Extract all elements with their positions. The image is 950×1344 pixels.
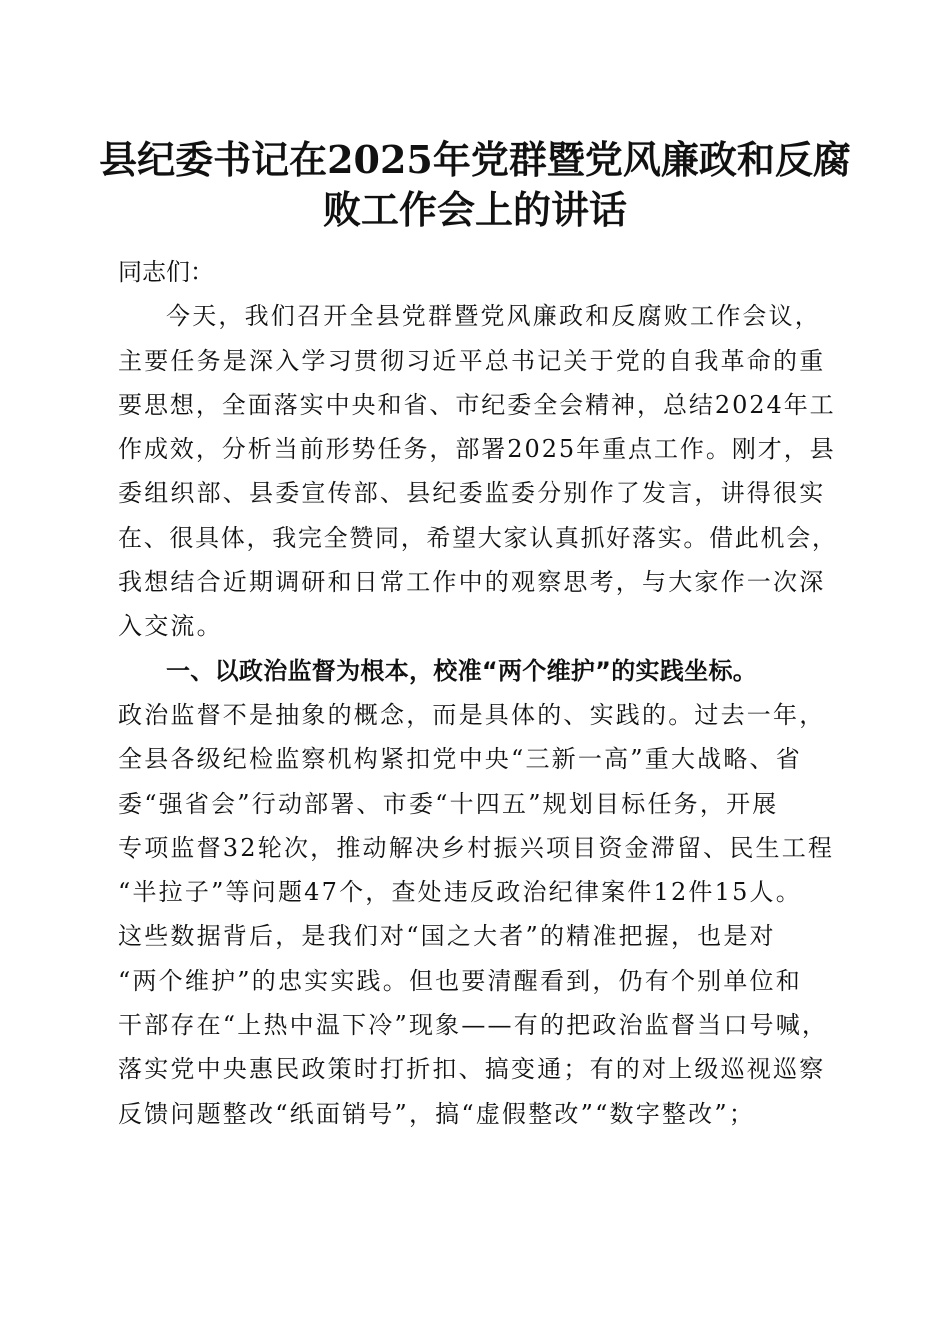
paragraph-line: 反馈问题整改“纸面销号”，搞“虚假整改”“数字整改”；	[118, 1099, 756, 1128]
paragraph-line: 入交流。	[118, 612, 223, 641]
paragraph-line: 专项监督32轮次，推动解决乡村振兴项目资金滞留、民生工程	[118, 833, 835, 862]
paragraph-line: 主要任务是深入学习贯彻习近平总书记关于党的自我革命的重	[118, 346, 826, 375]
paragraph-line: 政治监督不是抽象的概念，而是具体的、实践的。过去一年，	[118, 700, 826, 729]
paragraph-line: 今天，我们召开全县党群暨党风廉政和反腐败工作会议，	[166, 302, 821, 331]
paragraph-line: “两个维护”的忠实实践。但也要清醒看到，仍有个别单位和	[118, 966, 802, 995]
document-title	[60, 135, 890, 235]
title-line-1: 县纪委书记在2025年党群暨党风廉政和反腐	[99, 137, 851, 182]
paragraph-section-1	[118, 693, 838, 1136]
paragraph-line: 落实党中央惠民政策时打折扣、搞变通；有的对上级巡视巡察	[118, 1055, 826, 1084]
paragraph-line: “半拉子”等问题47个，查处违反政治纪律案件12件15人。	[118, 878, 802, 907]
paragraph-line: 作成效，分析当前形势任务，部署2025年重点工作。刚才，县	[118, 435, 836, 464]
title-line-2: 败工作会上的讲话	[322, 187, 627, 232]
paragraph-line: 委组织部、县委宣传部、县纪委监委分别作了发言，讲得很实	[118, 479, 826, 508]
paragraph-intro	[118, 294, 838, 648]
paragraph-line: 我想结合近期调研和日常工作中的观察思考，与大家作一次深	[118, 568, 826, 597]
document-body	[118, 250, 838, 1136]
paragraph-line: 这些数据背后，是我们对“国之大者”的精准把握，也是对	[118, 922, 776, 951]
paragraph-line: 干部存在“上热中温下冷”现象——有的把政治监督当口号喊，	[118, 1011, 829, 1040]
paragraph-line: 要思想，全面落实中央和省、市纪委全会精神，总结2024年工	[118, 390, 836, 419]
section-heading: 一、以政治监督为根本，校准“两个维护”的实践坐标。	[166, 656, 758, 685]
paragraph-line: 在、很具体，我完全赞同，希望大家认真抓好落实。借此机会，	[118, 523, 838, 552]
salutation: 同志们：	[118, 258, 214, 286]
paragraph-line: 全县各级纪检监察机构紧扣党中央“三新一高”重大战略、省	[118, 745, 802, 774]
paragraph-line: 委“强省会”行动部署、市委“十四五”规划目标任务，开展	[118, 789, 779, 818]
